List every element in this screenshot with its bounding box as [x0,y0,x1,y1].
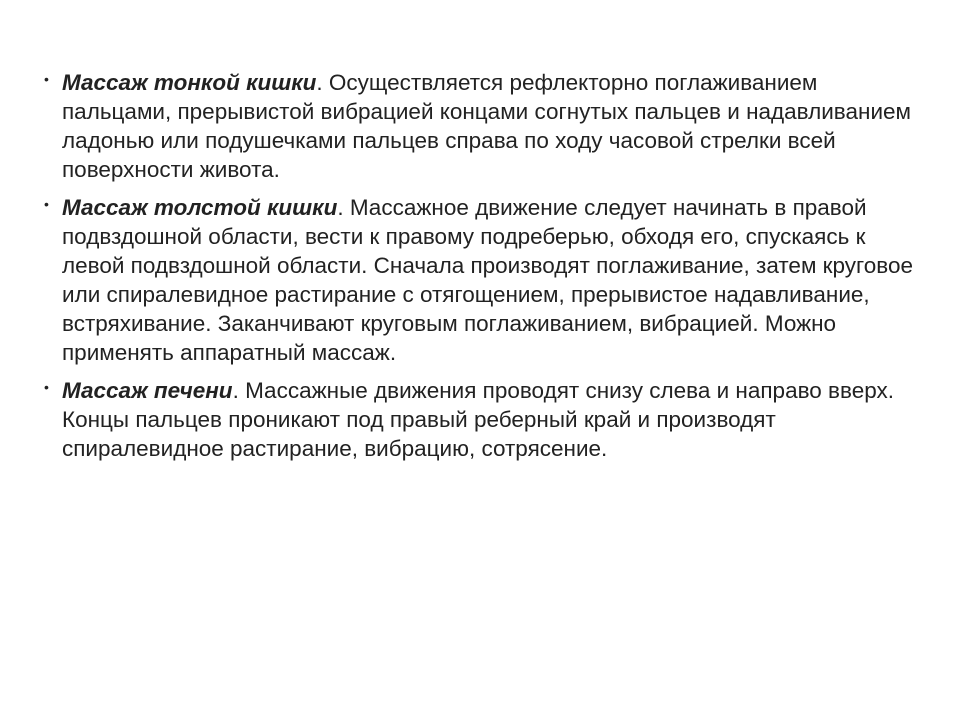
bullet-icon: • [44,196,49,212]
bullet-icon: • [44,379,49,395]
list-item-liver [44,376,914,463]
item-text: . Массажное движение следует начинать в правой подвздошной области, вести к правому подреберью, обходя его, спускаясь к левой подвздошной области. Сначала производят поглаживание, затем круговое или спиралевидное растирание с отягощением, прерывистое надавливание, встряхивание. Заканчивают круговым поглаживанием, вибрацией. Можно применять аппаратный массаж. [62,195,913,365]
item-term: Массаж печени [62,378,233,403]
bullet-list [44,68,914,472]
list-item-large-intestine [44,193,914,367]
item-text: . Осуществляется рефлекторно поглаживанием пальцами, прерывистой вибрацией концами согнутых пальцев и надавливанием ладонью или подушечками пальцев справа по ходу часовой стрелки всей поверхности живота. [62,70,911,182]
item-term: Массаж толстой кишки [62,195,338,220]
item-term: Массаж тонкой кишки [62,70,317,95]
item-text: . Массажные движения проводят снизу слева и направо вверх. Концы пальцев проникают под правый реберный край и производят спиралевидное растирание, вибрацию, сотрясение. [62,378,894,461]
bullet-icon: • [44,71,49,87]
list-item-small-intestine [44,68,914,184]
